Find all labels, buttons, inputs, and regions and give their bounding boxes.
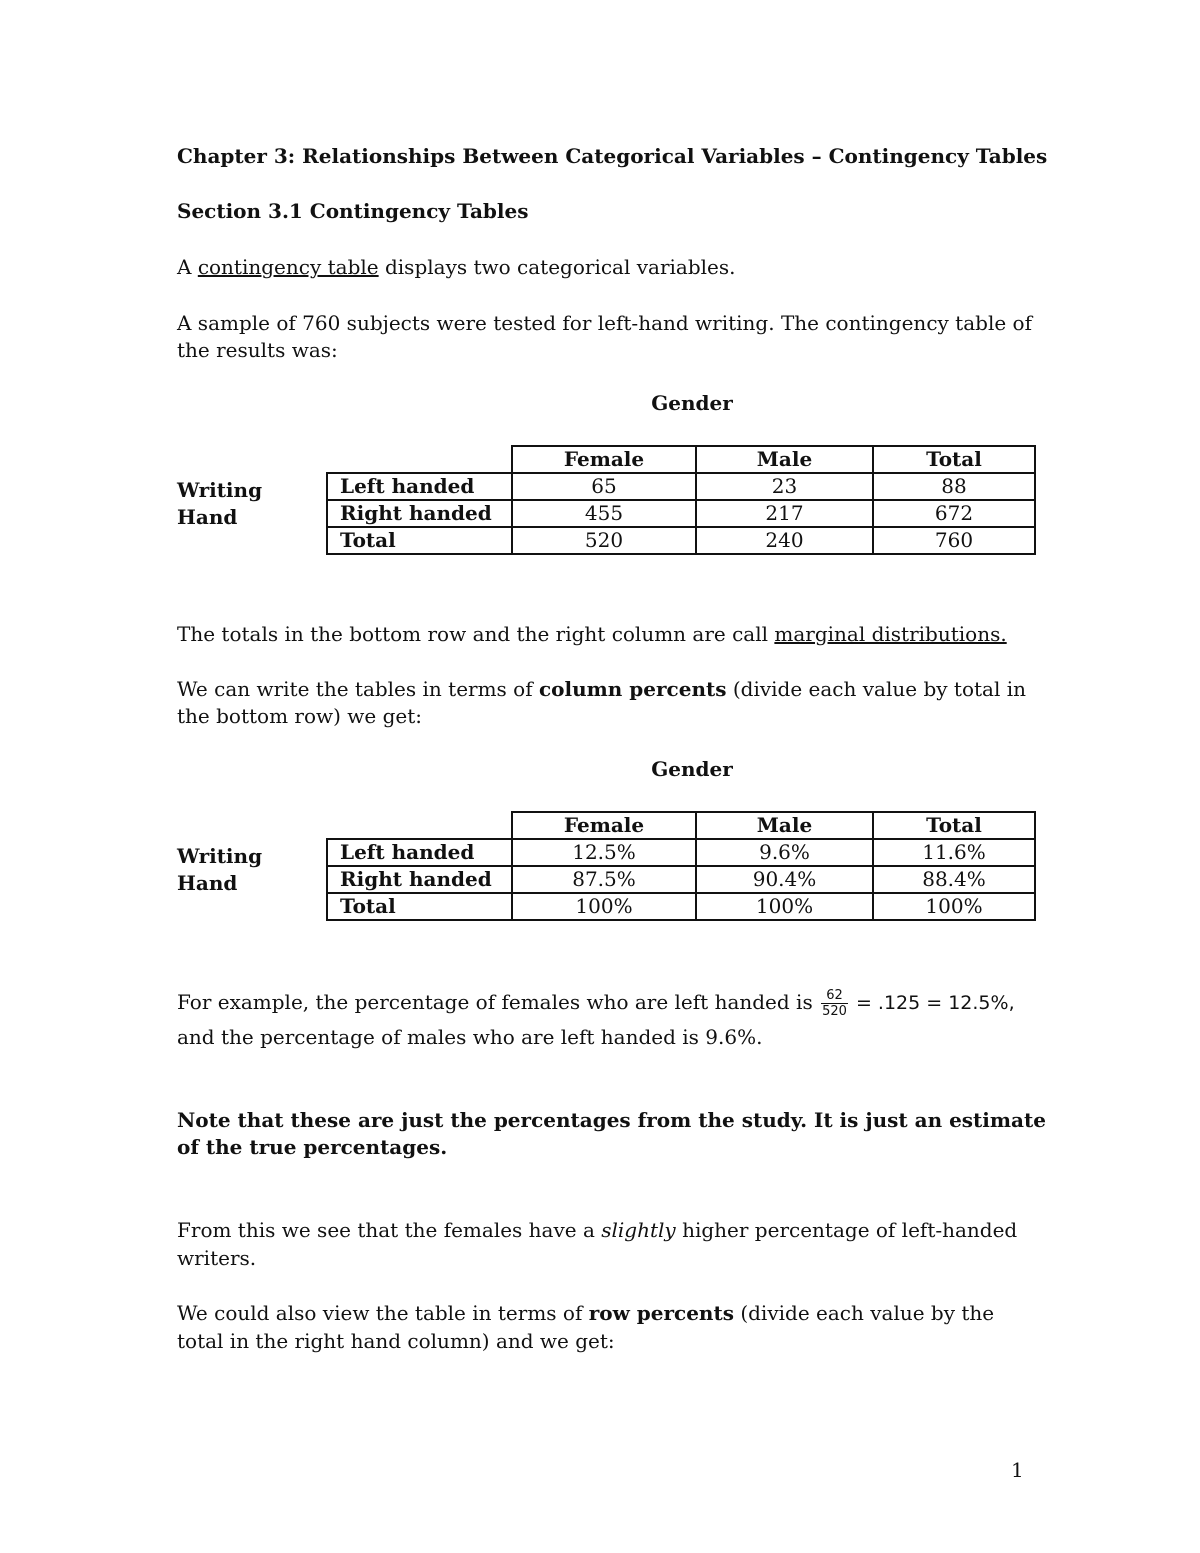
table2-header-row	[327, 812, 1035, 839]
row-pct-prefix: We could also view the table in terms of	[177, 1301, 589, 1325]
sample-text-line-1: A sample of 760 subjects were tested for left-hand writing. The contingency table of	[177, 311, 1032, 335]
table-cell: 9.6%	[696, 839, 873, 866]
column-percents-term: column percents	[538, 677, 727, 701]
fraction-denominator: 520	[822, 1004, 847, 1019]
contingency-table-term: contingency table	[197, 255, 379, 279]
table-cell: 455	[512, 500, 696, 527]
fraction	[821, 988, 848, 1019]
table1-side-label-writing: Writing	[177, 478, 263, 502]
table2-gender-label: Gender	[651, 757, 733, 781]
table-cell: 100%	[696, 893, 873, 920]
chapter-heading: Chapter 3: Relationships Between Categorical Variables – Contingency Tables	[177, 144, 1048, 168]
column-pct-prefix: We can write the tables in terms of	[177, 677, 539, 701]
table-cell: 11.6%	[873, 839, 1035, 866]
table-cell: 520	[512, 527, 696, 554]
table-row	[327, 500, 1035, 527]
conclusion-suffix: higher percentage of left-handed	[675, 1218, 1018, 1242]
table-cell: 240	[696, 527, 873, 554]
table-row	[327, 839, 1035, 866]
table-cell: 100%	[873, 893, 1035, 920]
conclusion-line-1	[177, 1216, 1017, 1244]
table1-row-label-left: Left handed	[327, 473, 512, 500]
example-math: = .125 = 12.5%,	[849, 992, 1015, 1014]
table2-col-female: Female	[512, 812, 696, 839]
table2-col-male: Male	[696, 812, 873, 839]
table1-contingency	[326, 445, 1036, 555]
table-cell: 88	[873, 473, 1035, 500]
row-pct-suffix: (divide each value by the	[733, 1301, 995, 1325]
table-cell: 12.5%	[512, 839, 696, 866]
table1-row-label-right: Right handed	[327, 500, 512, 527]
table1-gender-label: Gender	[651, 391, 733, 415]
conclusion-prefix: From this we see that the females have a	[177, 1218, 602, 1242]
example-line-1	[177, 984, 1015, 1021]
table-cell: 88.4%	[873, 866, 1035, 893]
marginal-distributions-term: marginal distributions.	[774, 622, 1007, 646]
table2-row-label-left: Left handed	[327, 839, 512, 866]
slightly-emphasis: slightly	[601, 1218, 676, 1242]
table1-side-label-hand: Hand	[177, 505, 238, 529]
table2-side-label-writing: Writing	[177, 844, 263, 868]
table2-col-total: Total	[873, 812, 1035, 839]
intro-paragraph	[177, 253, 735, 281]
table1-row-label-total: Total	[327, 527, 512, 554]
table2-side-label-hand: Hand	[177, 871, 238, 895]
table2-column-percents	[326, 811, 1036, 921]
intro-prefix: A	[177, 255, 198, 279]
table2-corner-cell	[327, 812, 512, 839]
table1-col-female: Female	[512, 446, 696, 473]
row-percents-term: row percents	[588, 1301, 734, 1325]
table1-col-male: Male	[696, 446, 873, 473]
intro-suffix: displays two categorical variables.	[378, 255, 736, 279]
marginal-prefix: The totals in the bottom row and the right column are call	[177, 622, 775, 646]
page-number: 1	[1011, 1458, 1024, 1482]
row-pct-line-2: total in the right hand column) and we get:	[177, 1329, 615, 1353]
table1-col-total: Total	[873, 446, 1035, 473]
table-row	[327, 473, 1035, 500]
section-heading: Section 3.1 Contingency Tables	[177, 199, 529, 223]
table-cell: 65	[512, 473, 696, 500]
example-line-2: and the percentage of males who are left handed is 9.6%.	[177, 1025, 763, 1049]
marginal-paragraph	[177, 620, 1007, 648]
conclusion-line-2: writers.	[177, 1246, 257, 1270]
column-pct-suffix: (divide each value by total in	[726, 677, 1026, 701]
table1-header-row	[327, 446, 1035, 473]
table2-row-label-right: Right handed	[327, 866, 512, 893]
note-line-1: Note that these are just the percentages from the study. It is just an estimate	[177, 1108, 1046, 1132]
column-pct-line-1	[177, 675, 1026, 703]
table-cell: 100%	[512, 893, 696, 920]
table-row	[327, 866, 1035, 893]
table-cell: 87.5%	[512, 866, 696, 893]
fraction-numerator: 62	[821, 988, 848, 1004]
table-cell: 217	[696, 500, 873, 527]
table-cell: 672	[873, 500, 1035, 527]
table-cell: 90.4%	[696, 866, 873, 893]
sample-text-line-2: the results was:	[177, 338, 338, 362]
table-cell: 760	[873, 527, 1035, 554]
table-row	[327, 893, 1035, 920]
column-pct-line-2: the bottom row) we get:	[177, 704, 422, 728]
table1-corner-cell	[327, 446, 512, 473]
example-prefix: For example, the percentage of females who are left handed is	[177, 990, 820, 1014]
note-line-2: of the true percentages.	[177, 1135, 448, 1159]
table-cell: 23	[696, 473, 873, 500]
table2-row-label-total: Total	[327, 893, 512, 920]
row-pct-line-1	[177, 1299, 994, 1327]
table-row	[327, 527, 1035, 554]
